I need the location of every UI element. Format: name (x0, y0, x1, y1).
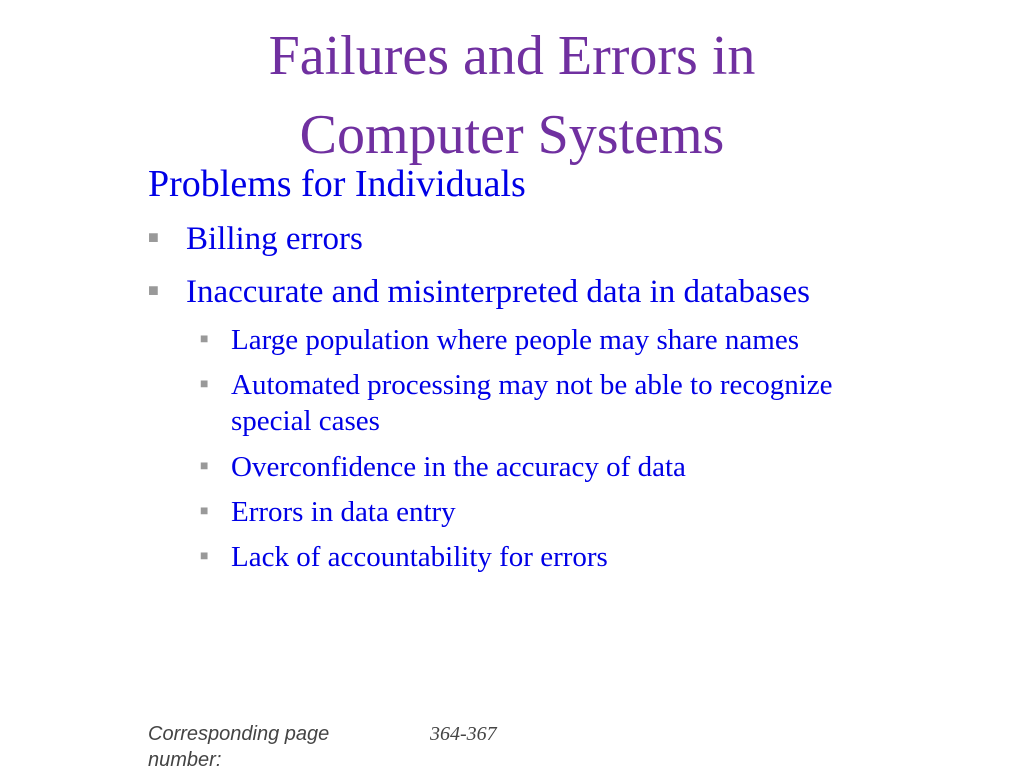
sub-bullet-text: special cases (231, 405, 380, 437)
sub-bullet-text: Errors in data entry (231, 496, 456, 528)
sub-bullet-square-icon: ■ (200, 459, 209, 474)
sub-bullet-text: Lack of accountability for errors (231, 541, 608, 573)
bullet-square-icon: ■ (148, 227, 159, 247)
footer-page-label: Corresponding page number: (148, 723, 330, 771)
sub-bullet-square-icon: ■ (200, 377, 209, 392)
sub-bullet-item (200, 539, 608, 575)
sub-bullet-item (200, 322, 799, 358)
section-heading: Problems for Individuals (148, 163, 526, 205)
bullet-square-icon: ■ (148, 280, 159, 300)
sub-bullet-text: Automated processing may not be able to recognize (231, 369, 833, 401)
sub-bullet-text: Large population where people may share names (231, 324, 799, 356)
bullet-text: Billing errors (186, 221, 363, 257)
slide-title-line-2: Computer Systems (299, 104, 725, 166)
bullet-text: Inaccurate and misinterpreted data in databases (186, 274, 810, 310)
sub-bullet-square-icon: ■ (200, 332, 209, 347)
sub-bullet-continuation (231, 403, 380, 439)
sub-bullet-item (200, 449, 686, 485)
footer-page-numbers: 364-367 (430, 723, 497, 745)
sub-bullet-text: Overconfidence in the accuracy of data (231, 451, 686, 483)
sub-bullet-item (200, 367, 833, 403)
sub-bullet-square-icon: ■ (200, 504, 209, 519)
slide-title-line-1: Failures and Errors in (268, 25, 756, 87)
sub-bullet-item (200, 494, 456, 530)
sub-bullet-square-icon: ■ (200, 549, 209, 564)
